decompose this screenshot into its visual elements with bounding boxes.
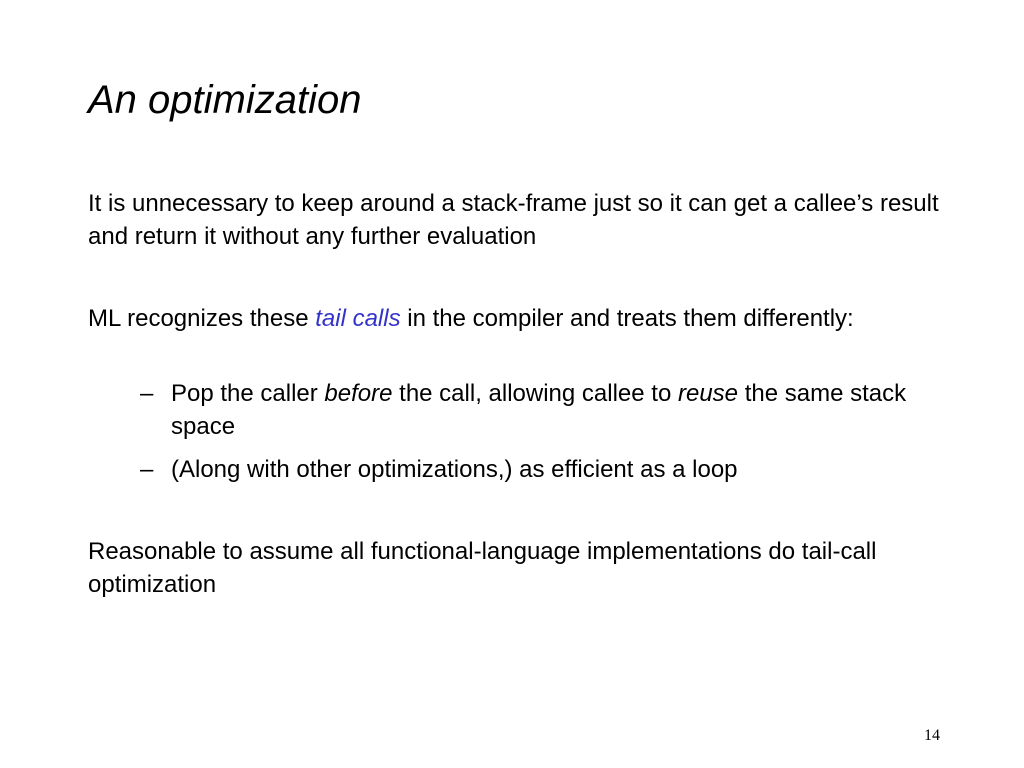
page-number: 14: [924, 727, 940, 744]
sub-bullet-text: the same stack space: [171, 380, 907, 440]
sub-bullet-text: the call, allowing callee to: [392, 380, 678, 407]
tail-calls-term: tail calls: [315, 305, 401, 332]
slide-title: An optimization: [88, 78, 362, 122]
sub-bullet-text: Pop the caller: [171, 380, 325, 407]
paragraph-stack-frame: It is unnecessary to keep around a stack-frame just so it can get a callee’s result and return it without any further evaluation: [88, 190, 939, 250]
paragraph-tail-calls: [88, 302, 948, 335]
sub-bullet-efficient-loop: [140, 453, 940, 486]
emphasis-reuse: reuse: [677, 380, 739, 407]
sub-bullet-text: (Along with other optimizations,) as efficient as a loop: [171, 456, 738, 483]
sub-bullet-pop-caller: [140, 377, 940, 443]
paragraph-reasonable-assume: Reasonable to assume all functional-language implementations do tail-call optimization: [88, 538, 877, 598]
dash-marker: –: [140, 380, 154, 407]
paragraph-tail-calls-lead: ML recognizes these: [88, 305, 316, 332]
paragraph-tail-calls-rest: in the compiler and treats them differently:: [400, 305, 854, 332]
dash-marker: –: [140, 456, 154, 483]
emphasis-before: before: [324, 380, 393, 407]
sub-bullet-list: [140, 377, 940, 496]
